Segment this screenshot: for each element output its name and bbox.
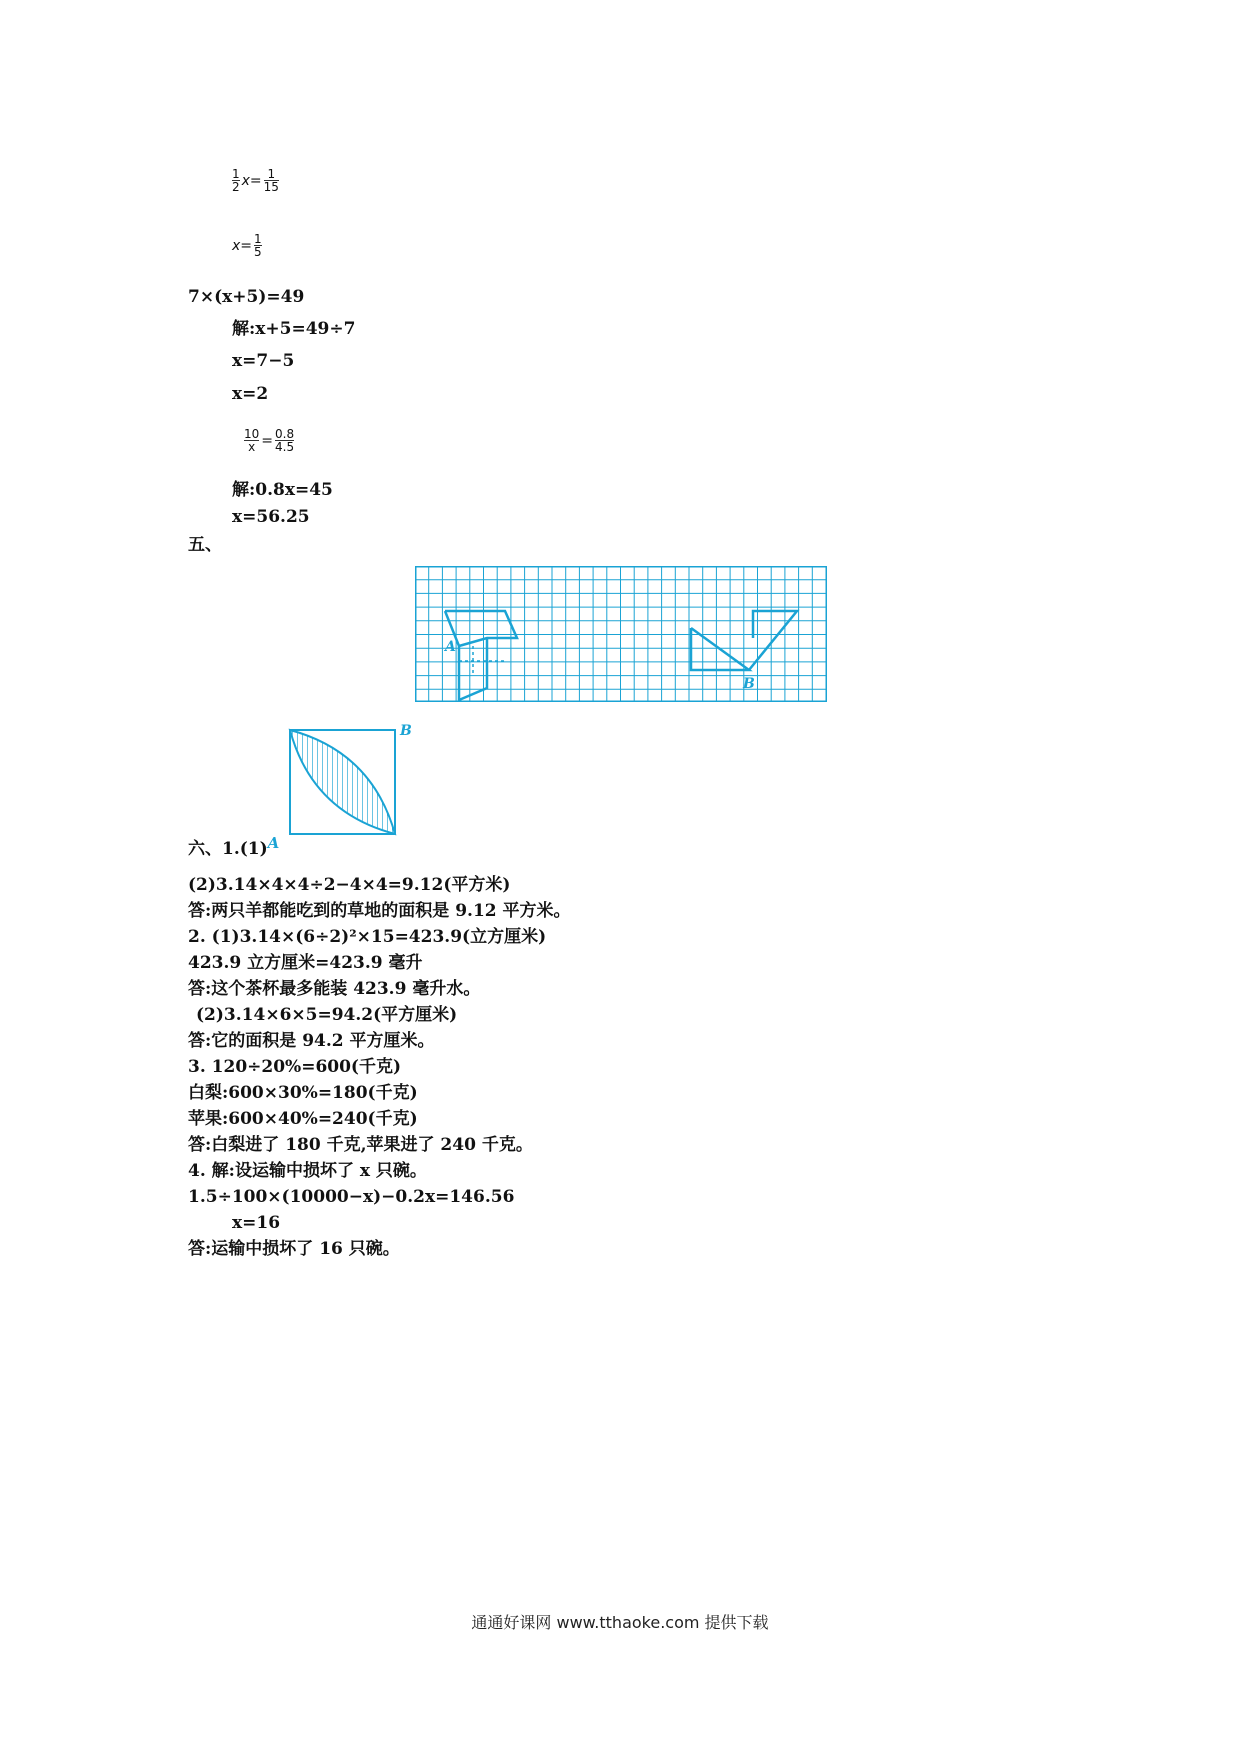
equation-line: 7×(x+5)=49 xyxy=(188,287,305,307)
answer-line: 423.9 立方厘米=423.9 毫升 xyxy=(188,953,423,973)
fraction xyxy=(244,428,259,453)
answer-line: 答:两只羊都能吃到的草地的面积是 9.12 平方米。 xyxy=(188,901,571,921)
denominator: 5 xyxy=(254,245,262,259)
denominator: 4.5 xyxy=(275,440,295,454)
solution-line: 解:0.8x=45 xyxy=(232,480,333,500)
equation-fraction-2 xyxy=(232,233,262,258)
answer-line: (2)3.14×6×5=94.2(平方厘米) xyxy=(196,1005,458,1025)
section-six-text: 六、1.(1) xyxy=(188,839,268,859)
answer-line: (2)3.14×4×4÷2−4×4=9.12(平方米) xyxy=(188,875,511,895)
page-footer[interactable]: 通通好课网 www.tthaoke.com 提供下载 xyxy=(471,1613,769,1632)
square-lens-figure xyxy=(282,722,422,846)
shape-b-rotated xyxy=(749,611,797,670)
solution-line: 解:x+5=49÷7 xyxy=(232,319,356,339)
label-b: B xyxy=(400,723,412,739)
fraction xyxy=(264,168,279,193)
answer-line: 答:白梨进了 180 千克,苹果进了 240 千克。 xyxy=(188,1135,533,1155)
answer-line: 苹果:600×40%=240(千克) xyxy=(188,1109,418,1129)
denominator: x xyxy=(248,440,256,454)
solution-line: x=56.25 xyxy=(232,507,310,527)
label-a-square: A xyxy=(267,834,280,852)
variable: x= xyxy=(232,237,253,254)
numerator: 0.8 xyxy=(275,427,295,441)
equation-fraction-1 xyxy=(232,168,279,193)
answer-line: 答:运输中损坏了 16 只碗。 xyxy=(188,1239,400,1259)
numerator: 10 xyxy=(244,427,260,441)
answer-line: 1.5÷100×(10000−x)−0.2x=146.56 xyxy=(188,1187,515,1207)
label-b: B xyxy=(743,676,755,692)
denominator: 15 xyxy=(263,180,279,194)
answer-line: 答:这个茶杯最多能装 423.9 毫升水。 xyxy=(188,979,481,999)
variable: x= xyxy=(241,172,262,189)
numerator: 1 xyxy=(254,232,262,246)
grid-lines xyxy=(415,566,827,702)
answer-line: 白梨:600×30%=180(千克) xyxy=(188,1083,418,1103)
answer-line: 2. (1)3.14×(6÷2)²×15=423.9(立方厘米) xyxy=(188,927,547,947)
shaded-lens xyxy=(290,730,395,834)
section-six-label xyxy=(188,834,280,860)
fraction xyxy=(254,233,262,258)
denominator: 2 xyxy=(232,180,240,194)
solution-line: x=2 xyxy=(232,384,269,404)
equation-fraction-3 xyxy=(244,428,294,453)
equals-sign: = xyxy=(261,432,274,449)
answer-line: x=16 xyxy=(232,1213,281,1233)
shape-a-rotated xyxy=(445,611,487,700)
numerator: 1 xyxy=(232,167,240,181)
section-five-label: 五、 xyxy=(188,535,222,555)
grid-transformation-figure xyxy=(415,566,827,702)
answer-line: 答:它的面积是 94.2 平方厘米。 xyxy=(188,1031,435,1051)
answer-line: 4. 解:设运输中损坏了 x 只碗。 xyxy=(188,1161,427,1181)
label-a: A xyxy=(445,639,456,655)
answer-line: 3. 120÷20%=600(千克) xyxy=(188,1057,402,1077)
solution-line: x=7−5 xyxy=(232,351,295,371)
fraction xyxy=(275,428,294,453)
numerator: 1 xyxy=(267,167,276,181)
fraction xyxy=(232,168,240,193)
